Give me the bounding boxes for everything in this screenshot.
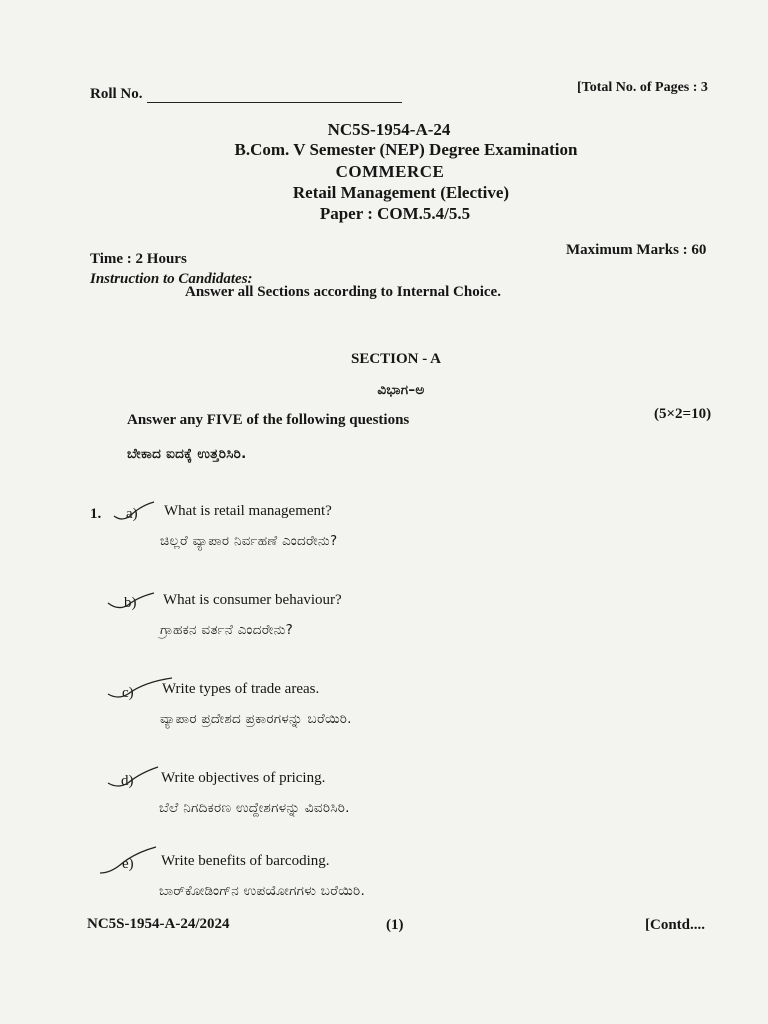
- footer-code: NC5S-1954-A-24/2024: [87, 916, 230, 932]
- question-kannada-e: ಬಾರ್‌ಕೋಡಿಂಗ್‌ನ ಉಪಯೋಗಗಳು ಬರೆಯಿರಿ.: [159, 883, 366, 899]
- handwritten-tick-d: [104, 763, 160, 793]
- question-label-e: e): [122, 856, 134, 872]
- question-number: 1.: [90, 506, 102, 522]
- handwritten-tick-c: [104, 674, 174, 704]
- question-text-c: Write types of trade areas.: [162, 681, 320, 697]
- section-instruction-kannada: ಬೇಕಾದ ಐದಕ್ಕೆ ಉತ್ತರಿಸಿರಿ.: [127, 446, 247, 462]
- course-name: Retail Management (Elective): [292, 183, 510, 202]
- roll-number-label: Roll No.: [90, 86, 143, 102]
- section-title-kannada: ವಿಭಾಗ–ಅ: [377, 382, 425, 398]
- question-text-b: What is consumer behaviour?: [163, 592, 342, 608]
- question-kannada-c: ವ್ಯಾಪಾರ ಪ್ರದೇಶದ ಪ್ರಕಾರಗಳನ್ನು ಬರೆಯಿರಿ.: [160, 711, 352, 727]
- instruction-heading: Instruction to Candidates:: [90, 271, 253, 287]
- question-label-b: b): [124, 595, 137, 611]
- roll-number-field: [90, 86, 402, 103]
- time-allowed: Time : 2 Hours: [90, 251, 187, 267]
- question-text-a: What is retail management?: [164, 503, 332, 519]
- handwritten-tick-b: [104, 587, 156, 615]
- question-text-d: Write objectives of pricing.: [161, 770, 326, 786]
- question-kannada-a: ಚಿಲ್ಲರೆ ವ್ಯಾಪಾರ ನಿರ್ವಹಣೆ ಎಂದರೇನು?: [160, 533, 338, 549]
- question-label-a: a): [126, 506, 138, 522]
- section-title: SECTION - A: [350, 351, 442, 367]
- paper-number: Paper : COM.5.4/5.5: [319, 204, 471, 223]
- handwritten-tick-a: [108, 498, 158, 526]
- section-instruction: Answer any FIVE of the following questions: [127, 412, 410, 428]
- handwritten-tick-e: [96, 843, 158, 879]
- instruction-text: Answer all Sections according to Internal Choice.: [185, 284, 501, 300]
- exam-name: B.Com. V Semester (NEP) Degree Examination: [234, 140, 578, 159]
- footer-page-number: (1): [386, 917, 404, 933]
- subject-name: COMMERCE: [335, 162, 445, 181]
- question-text-e: Write benefits of barcoding.: [161, 853, 330, 869]
- total-pages: [Total No. of Pages : 3: [577, 80, 708, 95]
- roll-number-blank: [147, 88, 402, 103]
- paper-code: NC5S-1954-A-24: [327, 120, 451, 139]
- section-marks: (5×2=10): [654, 406, 712, 422]
- footer-continued: [Contd....: [645, 917, 706, 933]
- question-label-d: d): [121, 773, 134, 789]
- question-kannada-b: ಗ್ರಾಹಕನ ವರ್ತನೆ ಎಂದರೇನು?: [160, 622, 294, 638]
- question-kannada-d: ಬೆಲೆ ನಿಗದಿಕರಣ ಉದ್ದೇಶಗಳನ್ನು ವಿವರಿಸಿರಿ.: [159, 800, 350, 816]
- maximum-marks: Maximum Marks : 60: [566, 242, 707, 258]
- question-label-c: c): [122, 685, 134, 701]
